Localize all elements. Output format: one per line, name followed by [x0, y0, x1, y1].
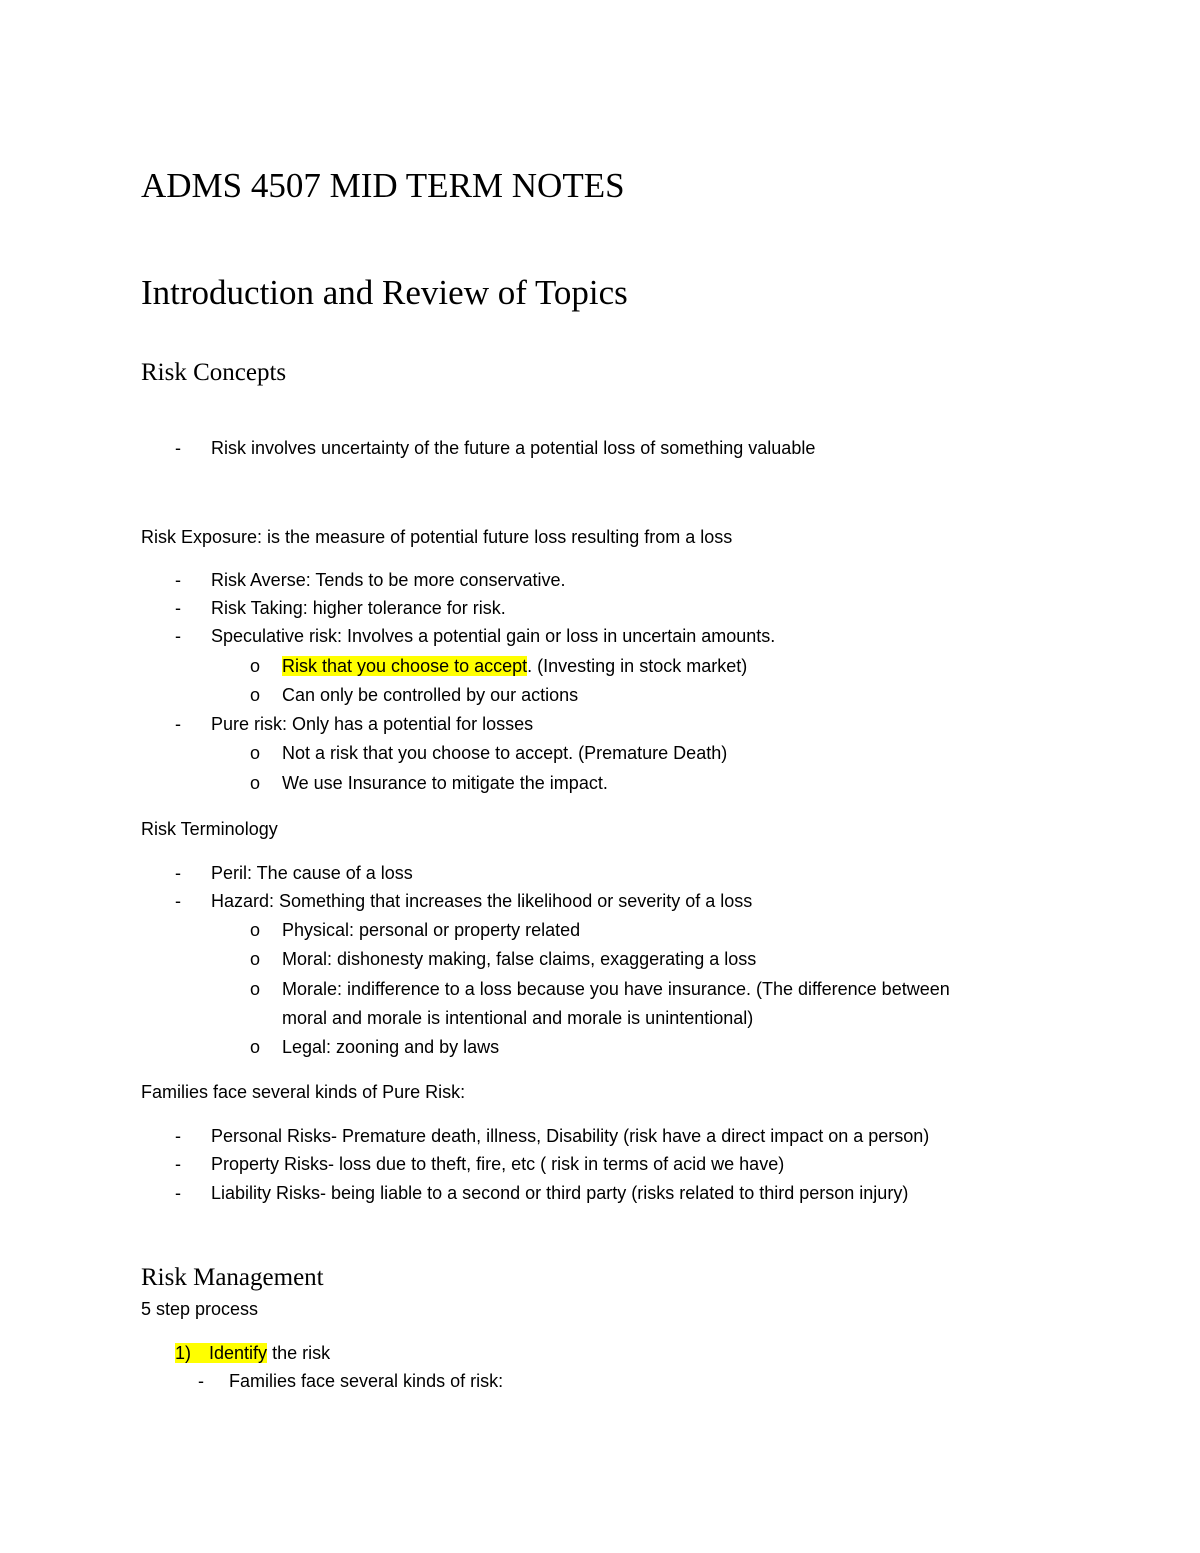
circle-marker: o — [250, 773, 261, 793]
dash-marker: - — [175, 891, 181, 911]
risk-terminology-heading: Risk Terminology — [141, 819, 278, 839]
step-1-keyword: Identify — [209, 1343, 268, 1363]
risk-management-subheading: 5 step process — [141, 1299, 259, 1319]
step-1-number: 1) — [175, 1343, 192, 1363]
pure-sub-item-1: Not a risk that you choose to accept. (Premature Death) — [282, 743, 728, 763]
circle-marker: o — [250, 920, 261, 940]
risk-exposure-paragraph: Risk Exposure: is the measure of potential future loss resulting from a loss — [141, 527, 733, 547]
circle-marker: o — [250, 1037, 261, 1057]
risk-taking-item: Risk Taking: higher tolerance for risk. — [211, 598, 506, 618]
peril-item: Peril: The cause of a loss — [211, 863, 413, 883]
step-1-bullet: Families face several kinds of risk: — [229, 1371, 504, 1391]
liability-risks-item: Liability Risks- being liable to a second or third party (risks related to third person injury) — [211, 1183, 909, 1203]
step-1-rest: the risk — [267, 1343, 331, 1363]
risk-management-heading: Risk Management — [141, 1264, 324, 1291]
dash-marker: - — [198, 1371, 204, 1391]
dash-marker: - — [175, 626, 181, 646]
circle-marker: o — [250, 979, 261, 999]
circle-marker: o — [250, 949, 261, 969]
speculative-sub-rest: . (Investing in stock market) — [527, 656, 748, 676]
dash-marker: - — [175, 1154, 181, 1174]
dash-marker: - — [175, 1183, 181, 1203]
pure-sub-item-2: We use Insurance to mitigate the impact. — [282, 773, 608, 793]
document-title: ADMS 4507 MID TERM NOTES — [141, 166, 625, 205]
risk-concepts-heading: Risk Concepts — [141, 359, 287, 386]
hazard-moral-item: Moral: dishonesty making, false claims, exaggerating a loss — [282, 949, 757, 969]
step-1-line — [175, 1341, 330, 1365]
hazard-morale-continuation: moral and morale is intentional and morale is unintentional) — [282, 1008, 754, 1028]
dash-marker: - — [175, 1126, 181, 1146]
speculative-sub-item-1 — [282, 654, 747, 678]
speculative-risk-item: Speculative risk: Involves a potential gain or loss in uncertain amounts. — [211, 626, 776, 646]
risk-concepts-bullet: Risk involves uncertainty of the future a potential loss of something valuable — [211, 438, 816, 458]
property-risks-item: Property Risks- loss due to theft, fire, etc ( risk in terms of acid we have) — [211, 1154, 785, 1174]
pure-risk-kinds-paragraph: Families face several kinds of Pure Risk: — [141, 1082, 466, 1102]
circle-marker: o — [250, 743, 261, 763]
hazard-item: Hazard: Something that increases the likelihood or severity of a loss — [211, 891, 753, 911]
highlighted-text: Risk that you choose to accept — [282, 656, 528, 676]
dash-marker: - — [175, 438, 181, 458]
hazard-physical-item: Physical: personal or property related — [282, 920, 581, 940]
speculative-sub-item-2: Can only be controlled by our actions — [282, 685, 579, 705]
circle-marker: o — [250, 656, 261, 676]
dash-marker: - — [175, 570, 181, 590]
hazard-legal-item: Legal: zooning and by laws — [282, 1037, 500, 1057]
personal-risks-item: Personal Risks- Premature death, illness, Disability (risk have a direct impact on a person) — [211, 1126, 930, 1146]
hazard-morale-item: Morale: indifference to a loss because you have insurance. (The difference between — [282, 979, 950, 999]
risk-averse-item: Risk Averse: Tends to be more conservative. — [211, 570, 566, 590]
intro-heading: Introduction and Review of Topics — [141, 273, 628, 312]
dash-marker: - — [175, 714, 181, 734]
circle-marker: o — [250, 685, 261, 705]
pure-risk-item: Pure risk: Only has a potential for losses — [211, 714, 534, 734]
dash-marker: - — [175, 598, 181, 618]
dash-marker: - — [175, 863, 181, 883]
step-1-highlight — [175, 1343, 267, 1363]
